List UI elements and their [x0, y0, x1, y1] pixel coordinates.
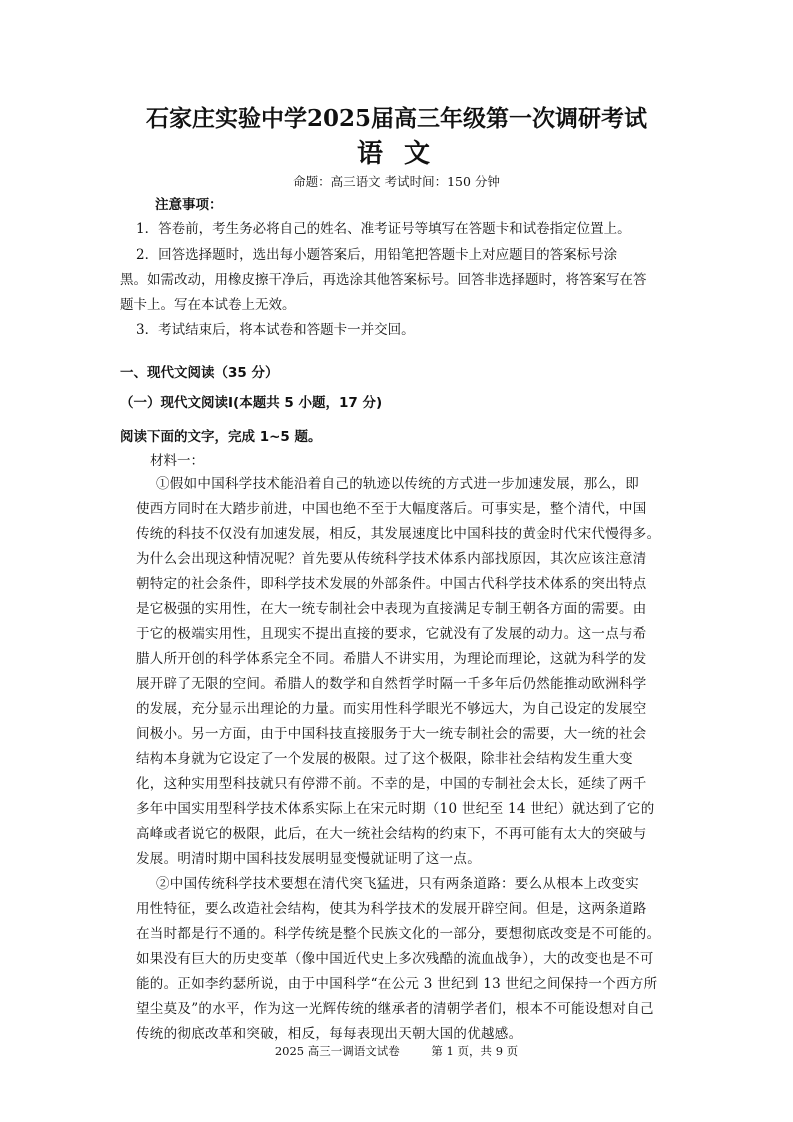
- material-label: 材料一：: [150, 453, 204, 469]
- body-line: 传统的科技不仅没有加速发展，相反，其发展速度比中国科技的黄金时代宋代慢得多。: [136, 526, 661, 542]
- subject-title: 语 文: [356, 139, 437, 169]
- body-line: 能的。正如李约瑟所说，由于中国科学“在公元 3 世纪到 13 世纪之间保持一个西方所: [136, 976, 658, 992]
- body-line: 是它极强的实用性，在大一统专制社会中表现为直接满足专制王朝各方面的需要。由: [136, 601, 647, 617]
- body-line: ②中国传统科学技术要想在清代突飞猛进，只有两条道路：要么从根本上改变实: [156, 876, 639, 892]
- body-line: 使西方同时在大踏步前进，中国也绝不至于大幅度落后。可事实是，整个清代，中国: [136, 501, 647, 517]
- body-line: ①假如中国科学技术能沿着自己的轨迹以传统的方式进一步加速发展，那么，即: [156, 476, 639, 492]
- body-line: 在当时都是行不通的。科学传统是整个民族文化的一部分，要想彻底改变是不可能的。: [136, 926, 661, 942]
- footer-exam: 2025 高三一调语文试卷: [274, 1044, 400, 1058]
- body-line: 多年中国实用型科学技术体系实际上在宋元时期（10 世纪至 14 世纪）就达到了它的: [136, 801, 655, 817]
- body-line: 于它的极端实用性，且现实不提出直接的要求，它就没有了发展的动力。这一点与希: [136, 626, 647, 642]
- body-line: 望尘莫及”的水平，作为这一光辉传统的继承者的清朝学者们，根本不可能设想对自己: [136, 1001, 654, 1017]
- body-line: 高峰或者说它的极限，此后，在大一统社会结构的约束下，不再可能有太大的突破与: [136, 826, 647, 842]
- notice-heading: 注意事项：: [155, 197, 223, 213]
- body-line: 结构本身就为它设定了一个发展的极限。过了这个极限，除非社会结构发生重大变: [136, 751, 633, 767]
- instruction: 阅读下面的文字，完成 1~5 题。: [120, 429, 322, 445]
- notice-line: 2．回答选择题时，选出每小题答案后，用铅笔把答题卡上对应题目的答案标号涂: [136, 247, 618, 263]
- notice-line: 题卡上。写在本试卷上无效。: [120, 297, 296, 313]
- exam-meta: 命题：高三语文 考试时间：150 分钟: [293, 174, 500, 189]
- body-line: 发展。明清时期中国科技发展明显变慢就证明了这一点。: [136, 851, 481, 867]
- body-line: 的发展，充分显示出理论的力量。而实用性科学眼光不够远大，为自己设定的发展空: [136, 701, 647, 717]
- notice-line: 1．答卷前，考生务必将自己的姓名、准考证号等填写在答题卡和试卷指定位置上。: [136, 221, 631, 237]
- body-line: 腊人所开创的科学体系完全不同。希腊人不讲实用，为理论而理论，这就为科学的发: [136, 651, 647, 667]
- body-line: 如果没有巨大的历史变革（像中国近代史上多次残酷的流血战争），大的改变也是不可: [136, 951, 654, 967]
- body-line: 化，这种实用型科技就只有停滞不前。不幸的是，中国的专制社会太长，延续了两千: [136, 776, 647, 792]
- body-line: 朝特定的社会条件，即科学技术发展的外部条件。中国古代科学技术体系的突出特点: [136, 576, 647, 592]
- footer-page-number: 第 1 页，共 9 页: [431, 1044, 519, 1058]
- body-line: 间极小。另一方面，由于中国科技直接服务于大一统专制社会的需要，大一统的社会: [136, 726, 647, 742]
- body-line: 传统的彻底改革和突破，相反，每每表现出天朝大国的优越感。: [136, 1026, 523, 1042]
- body-line: 用性特征，要么改造社会结构，使其为科学技术的发展开辟空间。但是，这两条道路: [136, 901, 647, 917]
- exam-title: 石家庄实验中学2025届高三年级第一次调研考试: [145, 105, 647, 132]
- body-line: 展开辟了无限的空间。希腊人的数学和自然哲学时隔一千多年后仍然能推动欧洲科学: [136, 676, 647, 692]
- notice-line: 3．考试结束后，将本试卷和答题卡一并交回。: [136, 322, 415, 338]
- subsection-heading: （一）现代文阅读Ⅰ(本题共 5 小题，17 分): [120, 395, 383, 411]
- page-footer: [0, 1043, 793, 1059]
- body-line: 为什么会出现这种情况呢？首先要从传统科学技术体系内部找原因，其次应该注意清: [136, 551, 647, 567]
- notice-line: 黑。如需改动，用橡皮擦干净后，再选涂其他答案标号。回答非选择题时，将答案写在答: [120, 272, 647, 288]
- section-heading: 一、现代文阅读（35 分）: [120, 365, 279, 381]
